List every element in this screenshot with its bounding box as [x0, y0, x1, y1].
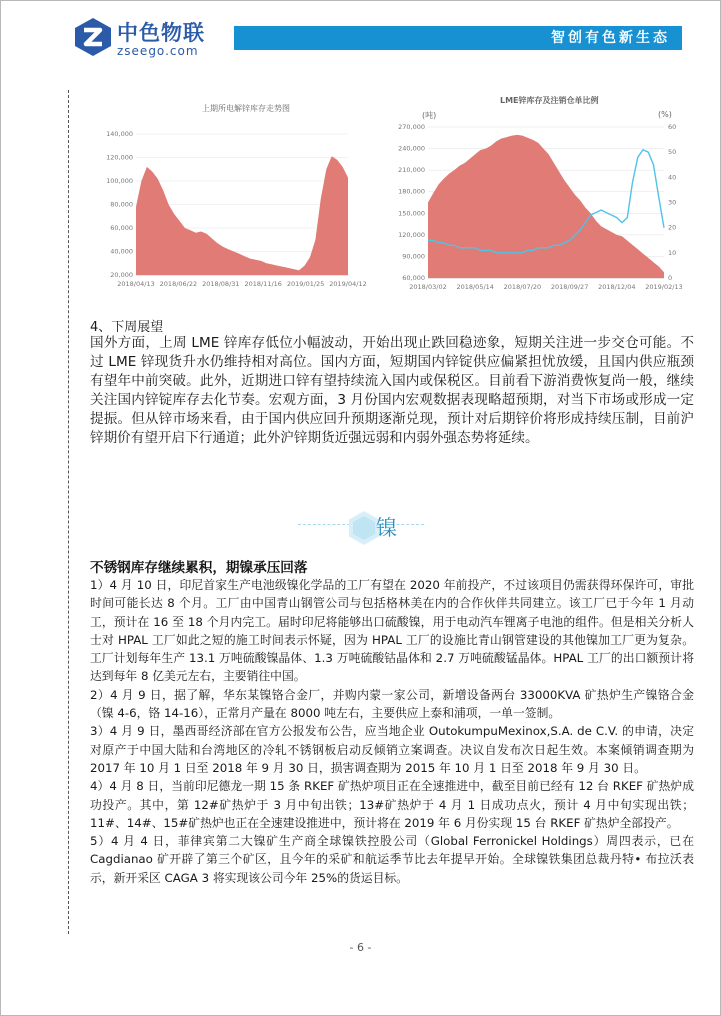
- y-tick-label: 120,000: [106, 153, 133, 162]
- x-tick-label: 2019/02/13: [645, 283, 682, 291]
- shfe-chart-svg: [92, 92, 372, 296]
- y2-tick-label: 50: [668, 148, 677, 157]
- y2-tick-label: 20: [668, 223, 677, 232]
- left-axis-unit: (吨): [422, 111, 437, 120]
- chart-title: LME锌库存及注销仓单比例: [500, 96, 599, 105]
- outlook-heading: 4、下周展望: [90, 320, 164, 335]
- x-tick-label: 2018/09/27: [550, 283, 589, 291]
- y-tick-label: 60,000: [402, 274, 425, 282]
- x-tick-label: 2018/04/13: [117, 280, 155, 288]
- nickel-news-list: [90, 576, 694, 887]
- outlook-paragraph: 国外方面，上周 LME 锌库存低位小幅波动，开始出现止跌回稳迹象，短期关注进一步交仓可能。不过 LME 锌现货升水仍维持相对高位。国内方面，短期国内锌锭供应偏紧担忧放缓，且国内供应瓶颈有望年中前突破。此外，近期进口锌有望持续流入国内或保税区。目前看下游消费恢复尚一般，继续关注国内锌锭库存去化节奏。宏观方面，3 月份国内宏观数据表现略超预期，对当下市场或形成一定提振。但从锌市场来看，由于国内供应回升预期逐渐兑现，预计对后期锌价将形成持续压制，目前沪锌期价有望开启下行通道；此外沪锌期货近强远弱和内弱外强态势将延续。: [90, 335, 694, 446]
- y-tick-label: 150,000: [398, 209, 425, 218]
- news-item: 2）4 月 9 日，据了解，华东某镍铬合金厂，并购内蒙一家公司，新增设备两台 33000KVA 矿热炉生产镍铬合金（镍 4-6，铬 14-16），正常月产量在 8000 吨左右，主要供应上泰和浦项，一单一签制。: [90, 687, 694, 721]
- lme-zinc-inventory-chart: [382, 92, 682, 296]
- y-tick-label: 180,000: [398, 187, 425, 196]
- x-tick-label: 2019/01/25: [286, 280, 325, 288]
- y-tick-label: 120,000: [398, 230, 425, 239]
- logo-chinese-name: 中色物联: [117, 21, 205, 45]
- nickel-subtitle: 不锈钢库存继续累积，期镍承压回落: [90, 560, 308, 576]
- y-tick-label: 90,000: [402, 252, 425, 261]
- x-tick-label: 2018/06/22: [159, 280, 198, 288]
- nickel-section-title: 镍: [376, 516, 397, 540]
- news-item: 4）4 月 8 日，当前印尼德龙一期 15 条 RKEF 矿热炉项目正在全速推进中，截至目前已经有 12 台 RKEF 矿热炉成功投产。其中，第 12#矿热炉于 3 月中旬出铁；13#矿热炉于 4 月 1 日成功点火，预计 4 月中旬实现出铁；11#、14#、15#矿热炉也正在全速建设推进中，预计将在 2019 年 6 月份实现 15 台 RKEF 矿热炉全部投产。: [90, 779, 694, 830]
- y2-tick-label: 60: [668, 123, 677, 131]
- news-item: 1）4 月 10 日，印尼首家生产电池级镍化学品的工厂有望在 2020 年前投产，不过该项目仍需获得环保许可，审批时间可能长达 8 个月。工厂由中国青山钢管公司与包括格林美在内的合作伙伴共同建立。该工厂已于今年 1 月动工，预计在 16 至 18 个月内完工。届时印尼将能够出口硫酸镍，用于电动汽车锂离子电池的组件。但是相关分析人士对 HPAL 工厂如此之短的施工时间表示怀疑，因为 HPAL 工厂的设施比青山钢管建设的其他镍加工厂更为复杂。工厂计划每年生产 13.1 万吨硫酸镍晶体、1.3 万吨硫酸钴晶体和 2.7 万吨硫酸锰晶体。HPAL 工厂的出口额预计将达到每年 8 亿美元左右，主要销往中国。: [90, 578, 694, 684]
- x-tick-label: 2018/03/02: [409, 283, 447, 291]
- x-tick-label: 2018/11/16: [244, 280, 282, 288]
- y2-tick-label: 40: [668, 173, 677, 182]
- x-tick-label: 2018/12/04: [598, 283, 636, 291]
- y-tick-label: 270,000: [398, 123, 425, 131]
- y-tick-label: 140,000: [106, 130, 133, 138]
- y-tick-label: 240,000: [398, 144, 425, 153]
- y2-tick-label: 10: [668, 248, 677, 257]
- y-tick-label: 20,000: [110, 271, 133, 279]
- x-tick-label: 2018/07/20: [503, 283, 542, 291]
- margin-dashed-line: [68, 90, 69, 934]
- shfe-zinc-inventory-chart: [92, 92, 372, 296]
- chart-title: 上期所电解锌库存走势图: [202, 104, 290, 113]
- y2-tick-label: 30: [668, 198, 677, 207]
- right-axis-unit: (%): [658, 110, 672, 119]
- x-tick-label: 2018/08/31: [202, 280, 240, 288]
- x-tick-label: 2019/04/12: [329, 280, 367, 288]
- news-item: 3）4 月 9 日，墨西哥经济部在官方公报发布公告，应当地企业 OutokumpuMexinox,S.A. de C.V. 的申请，决定对原产于中国大陆和台湾地区的冷轧不锈钢板启动反倾销立案调查。决议自发布次日起生效。本案倾销调查期为 2017 年 10 月 1 日至 2018 年 9 月 30 日，损害调查期为 2015 年 10 月 1 日至 2018 年 9 月 30 日。: [90, 724, 694, 775]
- header-slogan-bar: 智创有色新生态: [234, 26, 682, 50]
- y-tick-label: 100,000: [106, 177, 133, 185]
- y2-tick-label: 0: [668, 274, 673, 282]
- y-tick-label: 80,000: [110, 200, 133, 209]
- x-tick-label: 2018/05/14: [456, 283, 494, 291]
- zseego-logo-icon: [72, 16, 114, 58]
- inventory-area: [136, 156, 348, 275]
- y-tick-label: 60,000: [110, 224, 133, 232]
- y-tick-label: 40,000: [110, 247, 133, 256]
- news-item: 5）4 月 4 日，菲律宾第二大镍矿生产商全球镍铁控股公司（Global Ferronickel Holdings）周四表示，已在 Cagdianao 矿开辟了第三个矿区，且今年的采矿和航运季节比去年提早开始。全球镍铁集团总裁丹特• 布拉沃表示，新开采区 CAGA 3 将实现该公司今年 25%的货运目标。: [90, 834, 694, 885]
- page-number: - 6 -: [349, 941, 372, 954]
- y-tick-label: 210,000: [398, 166, 425, 175]
- lme-chart-svg: [382, 92, 682, 296]
- logo-domain: zseego.com: [117, 44, 199, 58]
